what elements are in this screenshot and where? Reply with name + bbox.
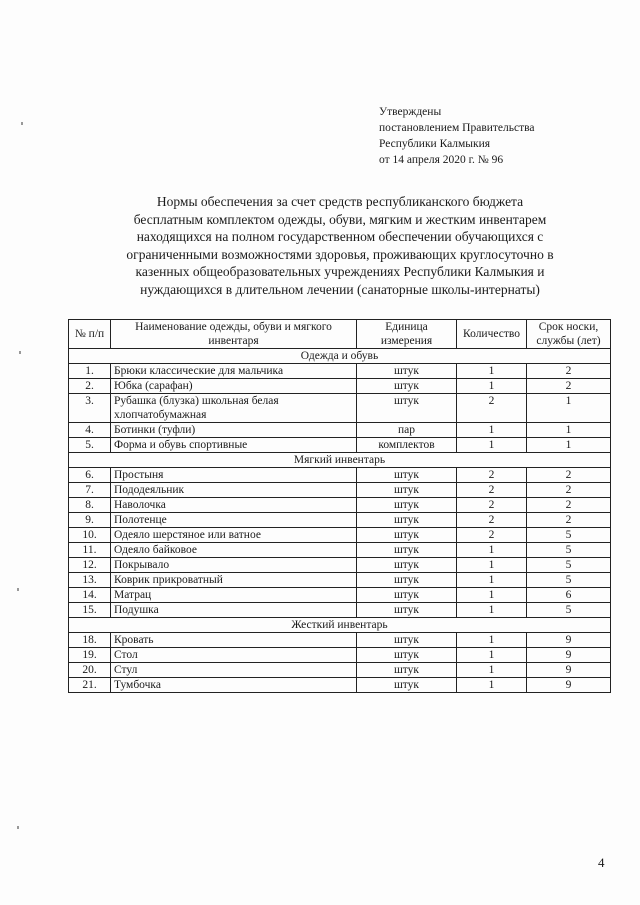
scan-mark xyxy=(21,122,23,125)
cell-qty: 2 xyxy=(457,498,527,513)
cell-qty: 1 xyxy=(457,603,527,618)
cell-num: 2. xyxy=(69,379,111,394)
cell-unit: штук xyxy=(357,573,457,588)
title-line: Нормы обеспечения за счет средств республиканского бюджета xyxy=(156,194,524,209)
cell-qty: 1 xyxy=(457,573,527,588)
cell-term: 2 xyxy=(527,364,611,379)
cell-term: 1 xyxy=(527,423,611,438)
cell-name: Наволочка xyxy=(111,498,357,513)
header-term: Срок носки, службы (лет) xyxy=(527,320,611,349)
cell-term: 5 xyxy=(527,528,611,543)
table-row xyxy=(69,498,611,513)
cell-term: 9 xyxy=(527,678,611,693)
table-row xyxy=(69,633,611,648)
table-row xyxy=(69,648,611,663)
cell-qty: 1 xyxy=(457,364,527,379)
cell-qty: 2 xyxy=(457,513,527,528)
table-row xyxy=(69,558,611,573)
cell-term: 2 xyxy=(527,513,611,528)
cell-term: 6 xyxy=(527,588,611,603)
cell-unit: штук xyxy=(357,603,457,618)
cell-qty: 1 xyxy=(457,558,527,573)
table-section-row xyxy=(69,618,611,633)
table-section-row xyxy=(69,453,611,468)
table-row xyxy=(69,603,611,618)
table-row xyxy=(69,663,611,678)
scan-mark xyxy=(17,826,19,829)
cell-name: Покрывало xyxy=(111,558,357,573)
cell-unit: штук xyxy=(357,633,457,648)
cell-num: 10. xyxy=(69,528,111,543)
cell-num: 1. xyxy=(69,364,111,379)
cell-term: 1 xyxy=(527,394,611,423)
cell-term: 9 xyxy=(527,633,611,648)
cell-num: 12. xyxy=(69,558,111,573)
table-row xyxy=(69,528,611,543)
table-section-row xyxy=(69,349,611,364)
title-line: нуждающихся в длительном лечении (санаторные школы-интернаты) xyxy=(140,281,540,297)
cell-num: 14. xyxy=(69,588,111,603)
cell-unit: штук xyxy=(357,663,457,678)
cell-name: Одеяло байковое xyxy=(111,543,357,558)
cell-unit: штук xyxy=(357,483,457,498)
cell-qty: 1 xyxy=(457,588,527,603)
cell-num: 8. xyxy=(69,498,111,513)
title-line: казенных общеобразовательных учреждениях Республики Калмыкия и xyxy=(135,264,545,279)
cell-qty: 1 xyxy=(457,663,527,678)
cell-term: 9 xyxy=(527,663,611,678)
cell-term: 5 xyxy=(527,603,611,618)
approval-line: Утверждены xyxy=(379,106,442,118)
table-row xyxy=(69,513,611,528)
cell-unit: штук xyxy=(357,364,457,379)
cell-term: 5 xyxy=(527,558,611,573)
cell-name: Полотенце xyxy=(111,513,357,528)
table-row xyxy=(69,364,611,379)
cell-unit: пар xyxy=(357,423,457,438)
cell-unit: штук xyxy=(357,543,457,558)
cell-num: 6. xyxy=(69,468,111,483)
title-line: бесплатным комплектом одежды, обуви, мягким и жестким инвентарем xyxy=(133,211,547,227)
cell-unit: штук xyxy=(357,394,457,423)
cell-unit: штук xyxy=(357,678,457,693)
norms-table xyxy=(68,319,611,693)
table-row xyxy=(69,588,611,603)
cell-unit: комплектов xyxy=(357,438,457,453)
cell-num: 5. xyxy=(69,438,111,453)
cell-name: Рубашка (блузка) школьная белая хлопчатобумажная xyxy=(111,394,357,423)
cell-num: 21. xyxy=(69,678,111,693)
approval-line: от 14 апреля 2020 г. № 96 xyxy=(379,154,504,166)
section-title: Одежда и обувь xyxy=(69,349,611,364)
cell-term: 2 xyxy=(527,498,611,513)
cell-name: Одеяло шерстяное или ватное xyxy=(111,528,357,543)
page-number: 4 xyxy=(598,855,605,870)
cell-name: Коврик прикроватный xyxy=(111,573,357,588)
cell-qty: 2 xyxy=(457,394,527,423)
cell-num: 7. xyxy=(69,483,111,498)
cell-name: Стол xyxy=(111,648,357,663)
approval-line: Республики Калмыкия xyxy=(379,138,491,150)
document-title xyxy=(100,193,580,298)
approval-block xyxy=(379,104,535,168)
cell-term: 2 xyxy=(527,468,611,483)
table-body xyxy=(69,349,611,693)
cell-name: Тумбочка xyxy=(111,678,357,693)
cell-num: 3. xyxy=(69,394,111,423)
section-title: Мягкий инвентарь xyxy=(69,453,611,468)
cell-qty: 1 xyxy=(457,678,527,693)
table-row xyxy=(69,573,611,588)
cell-unit: штук xyxy=(357,513,457,528)
section-title: Жесткий инвентарь xyxy=(69,618,611,633)
cell-name: Кровать xyxy=(111,633,357,648)
cell-num: 13. xyxy=(69,573,111,588)
cell-name: Ботинки (туфли) xyxy=(111,423,357,438)
cell-qty: 1 xyxy=(457,379,527,394)
title-line: находящихся на полном государственном обеспечении обучающихся с xyxy=(136,229,544,244)
cell-num: 4. xyxy=(69,423,111,438)
cell-term: 9 xyxy=(527,648,611,663)
table-row xyxy=(69,468,611,483)
cell-name: Простыня xyxy=(111,468,357,483)
header-unit: Единица измерения xyxy=(357,320,457,349)
cell-qty: 1 xyxy=(457,633,527,648)
cell-name: Пододеяльник xyxy=(111,483,357,498)
cell-unit: штук xyxy=(357,379,457,394)
table-row xyxy=(69,678,611,693)
cell-term: 5 xyxy=(527,573,611,588)
cell-name: Стул xyxy=(111,663,357,678)
cell-name: Матрац xyxy=(111,588,357,603)
cell-name: Брюки классические для мальчика xyxy=(111,364,357,379)
table-row xyxy=(69,423,611,438)
cell-name: Форма и обувь спортивные xyxy=(111,438,357,453)
header-name: Наименование одежды, обуви и мягкого инвентаря xyxy=(111,320,357,349)
cell-term: 2 xyxy=(527,379,611,394)
cell-unit: штук xyxy=(357,558,457,573)
scan-mark xyxy=(19,351,21,354)
cell-qty: 1 xyxy=(457,543,527,558)
scan-mark xyxy=(17,588,19,591)
table-row xyxy=(69,379,611,394)
cell-qty: 1 xyxy=(457,648,527,663)
cell-unit: штук xyxy=(357,498,457,513)
cell-qty: 2 xyxy=(457,483,527,498)
table-row xyxy=(69,394,611,423)
cell-qty: 1 xyxy=(457,423,527,438)
cell-num: 19. xyxy=(69,648,111,663)
cell-unit: штук xyxy=(357,648,457,663)
cell-unit: штук xyxy=(357,528,457,543)
table-row xyxy=(69,438,611,453)
title-line: ограниченными возможностями здоровья, проживающих круглосуточно в xyxy=(126,246,554,262)
approval-line: постановлением Правительства xyxy=(379,122,535,134)
cell-num: 20. xyxy=(69,663,111,678)
table-row xyxy=(69,483,611,498)
cell-term: 1 xyxy=(527,438,611,453)
cell-unit: штук xyxy=(357,588,457,603)
cell-num: 15. xyxy=(69,603,111,618)
cell-qty: 1 xyxy=(457,438,527,453)
header-num: № п/п xyxy=(69,320,111,349)
cell-term: 2 xyxy=(527,483,611,498)
cell-name: Юбка (сарафан) xyxy=(111,379,357,394)
cell-num: 9. xyxy=(69,513,111,528)
cell-qty: 2 xyxy=(457,468,527,483)
cell-num: 11. xyxy=(69,543,111,558)
cell-term: 5 xyxy=(527,543,611,558)
table-header-row xyxy=(69,320,611,349)
cell-qty: 2 xyxy=(457,528,527,543)
cell-unit: штук xyxy=(357,468,457,483)
table-row xyxy=(69,543,611,558)
header-qty: Количество xyxy=(457,320,527,349)
cell-name: Подушка xyxy=(111,603,357,618)
cell-num: 18. xyxy=(69,633,111,648)
